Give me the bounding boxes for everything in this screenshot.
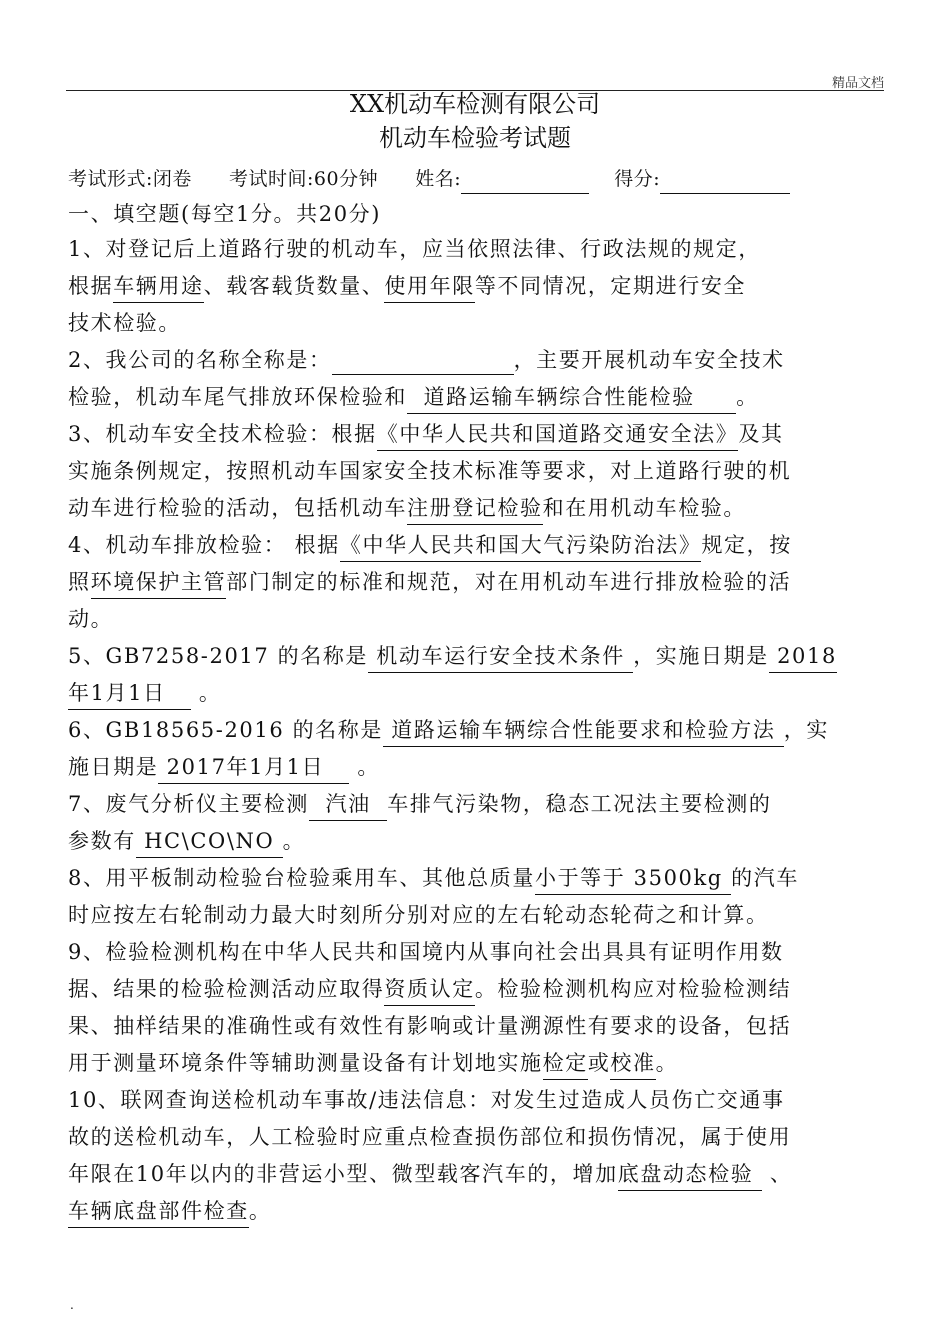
q7-answer-2: HC\CO\NO [136, 829, 283, 858]
q4-line-1 [68, 530, 792, 560]
q6-text: 。 [349, 755, 380, 779]
q9-answer-3: 校准 [610, 1051, 655, 1080]
q1-line-1: 1、对登记后上道路行驶的机动车，应当依照法律、行政法规的规定， [68, 237, 761, 261]
q3-answer-1: 《中华人民共和国道路交通安全法》 [377, 422, 739, 451]
section-heading: 一、填空题(每空1分。共20分) [68, 202, 382, 226]
q2-text: 。 [736, 385, 759, 409]
q2-text: 检验，机动车尾气排放环保检验和 [68, 385, 407, 409]
q1-text: 、载客载货数量、 [203, 274, 385, 298]
exam-time-label: 考试时间: [229, 168, 314, 190]
q1-line-2 [68, 271, 746, 301]
q5-line-2 [68, 678, 221, 708]
q8-answer-1: 小于等于 3500kg [535, 866, 731, 895]
company-title: XX机动车检测有限公司 [349, 90, 601, 118]
q4-text: 照 [68, 570, 91, 594]
exam-form-label: 考试形式: [68, 168, 153, 190]
q7-line-2 [68, 826, 305, 856]
q5-line-1 [68, 641, 837, 671]
q10-line-2: 故的送检机动车，人工检验时应重点检查损伤部位和损伤情况，属于使用 [68, 1125, 792, 1149]
q10-answer-2: 车辆底盘部件检查 [68, 1199, 249, 1228]
q9-text: 或 [587, 1051, 611, 1075]
q3-text: 及其 [738, 422, 784, 446]
name-field[interactable] [461, 171, 589, 194]
q3-line-1 [68, 419, 784, 449]
q6-text: 6、GB18565-2016 的名称是 [68, 718, 383, 742]
q2-blank-company[interactable] [332, 352, 514, 375]
q4-line-2 [68, 567, 791, 597]
q1-text: 根据 [68, 274, 114, 298]
q4-line-3: 动。 [68, 607, 114, 631]
q9-answer-2: 检定 [543, 1051, 588, 1080]
q10-text: 。 [248, 1199, 272, 1223]
q3-answer-2: 注册登记检验 [407, 496, 543, 525]
name-label: 姓名: [415, 168, 462, 190]
q4-text: 规定，按 [701, 533, 792, 557]
q2-text: 2、我公司的名称全称是： [68, 348, 332, 372]
q6-line-2 [68, 752, 380, 782]
q3-text: 3、机动车安全技术检验：根据 [68, 422, 377, 446]
q10-answer-1: 底盘动态检验 [618, 1162, 762, 1191]
q3-text: 和在用机动车检验。 [542, 496, 747, 520]
q5-answer-1: 机动车运行安全技术条件 [368, 644, 633, 673]
q9-line-2 [68, 974, 791, 1004]
q3-line-3 [68, 493, 746, 523]
q7-text: 。 [282, 829, 306, 853]
q7-text: 车排气污染物，稳态工况法主要检测的 [387, 792, 772, 816]
q9-line-3: 果、抽样结果的准确性或有效性有影响或计量溯源性有要求的设备，包括 [68, 1014, 792, 1038]
q10-line-3 [68, 1159, 793, 1189]
q9-answer-1: 资质认定 [384, 977, 474, 1006]
q2-line-2 [68, 382, 759, 412]
q9-line-1: 9、检验检测机构在中华人民共和国境内从事向社会出具具有证明作用数 [68, 940, 784, 964]
q10-text: 、 [761, 1162, 793, 1186]
exam-title: 机动车检验考试题 [379, 124, 571, 152]
q4-answer-1: 《中华人民共和国大气污染防治法》 [340, 533, 702, 562]
q4-answer-2: 环境保护主管 [91, 570, 227, 599]
q3-text: 动车进行检验的活动，包括机动车 [68, 496, 407, 520]
header-note: 精品文档 [831, 76, 884, 91]
q6-answer-2: 2017年1月1日 [158, 755, 349, 784]
q7-line-1 [68, 789, 771, 819]
q6-text: ，实 [783, 718, 829, 742]
q10-text: 年限在10年以内的非营运小型、微型载客汽车的，增加 [68, 1162, 618, 1186]
q10-line-4 [68, 1196, 271, 1226]
q5-answer-2a: 2018 [769, 644, 837, 673]
q1-text: 等不同情况，定期进行安全 [474, 274, 747, 298]
q9-text: 。 [655, 1051, 679, 1075]
score-field[interactable] [660, 171, 790, 194]
q5-text: 。 [190, 681, 222, 705]
q8-line-1 [68, 863, 799, 893]
q8-line-2: 时应按左右轮制动力最大时刻所分别对应的左右轮动态轮荷之和计算。 [68, 903, 769, 927]
q7-text: 参数有 [68, 829, 136, 853]
q9-text: 据、结果的检验检测活动应取得 [68, 977, 385, 1001]
q9-text: 。检验检测机构应对检验检测结 [474, 977, 792, 1001]
score-label: 得分: [614, 168, 661, 190]
q9-line-4 [68, 1048, 678, 1078]
q1-answer-2: 使用年限 [384, 274, 474, 303]
q2-answer-1: 道路运输车辆综合性能检验 [407, 385, 736, 414]
q5-answer-2b: 年1月1日 [68, 681, 191, 710]
q1-answer-1: 车辆用途 [113, 274, 203, 303]
q5-text: 5、GB7258-2017 的名称是 [68, 644, 369, 668]
q7-text: 7、废气分析仪主要检测 [68, 792, 309, 816]
q7-answer-1: 汽油 [309, 792, 387, 821]
footer-dot: . [70, 1298, 74, 1312]
q2-text: ，主要开展机动车安全技术 [513, 348, 785, 372]
exam-meta [68, 164, 790, 194]
exam-time-value: 60分钟 [313, 168, 379, 190]
q4-text: 部门制定的标准和规范，对在用机动车进行排放检验的活 [226, 570, 792, 594]
q3-line-2: 实施条例规定，按照机动车国家安全技术标准等要求，对上道路行驶的机 [68, 459, 792, 483]
q5-text: ，实施日期是 [633, 644, 769, 668]
q6-answer-1: 道路运输车辆综合性能要求和检验方法 [383, 718, 784, 747]
q10-line-1: 10、联网查询送检机动车事故/违法信息：对发生过造成人员伤亡交通事 [68, 1088, 785, 1112]
q9-text: 用于测量环境条件等辅助测量设备有计划地实施 [68, 1051, 543, 1075]
q6-line-1 [68, 715, 829, 745]
q1-line-3: 技术检验。 [68, 311, 181, 335]
q2-line-1 [68, 345, 785, 375]
exam-form-value: 闭卷 [152, 168, 192, 190]
q8-text: 8、用平板制动检验台检验乘用车、其他总质量 [68, 866, 535, 890]
q6-text: 施日期是 [68, 755, 159, 779]
q8-text: 的汽车 [731, 866, 799, 890]
q4-text: 4、机动车排放检验： 根据 [68, 533, 340, 557]
